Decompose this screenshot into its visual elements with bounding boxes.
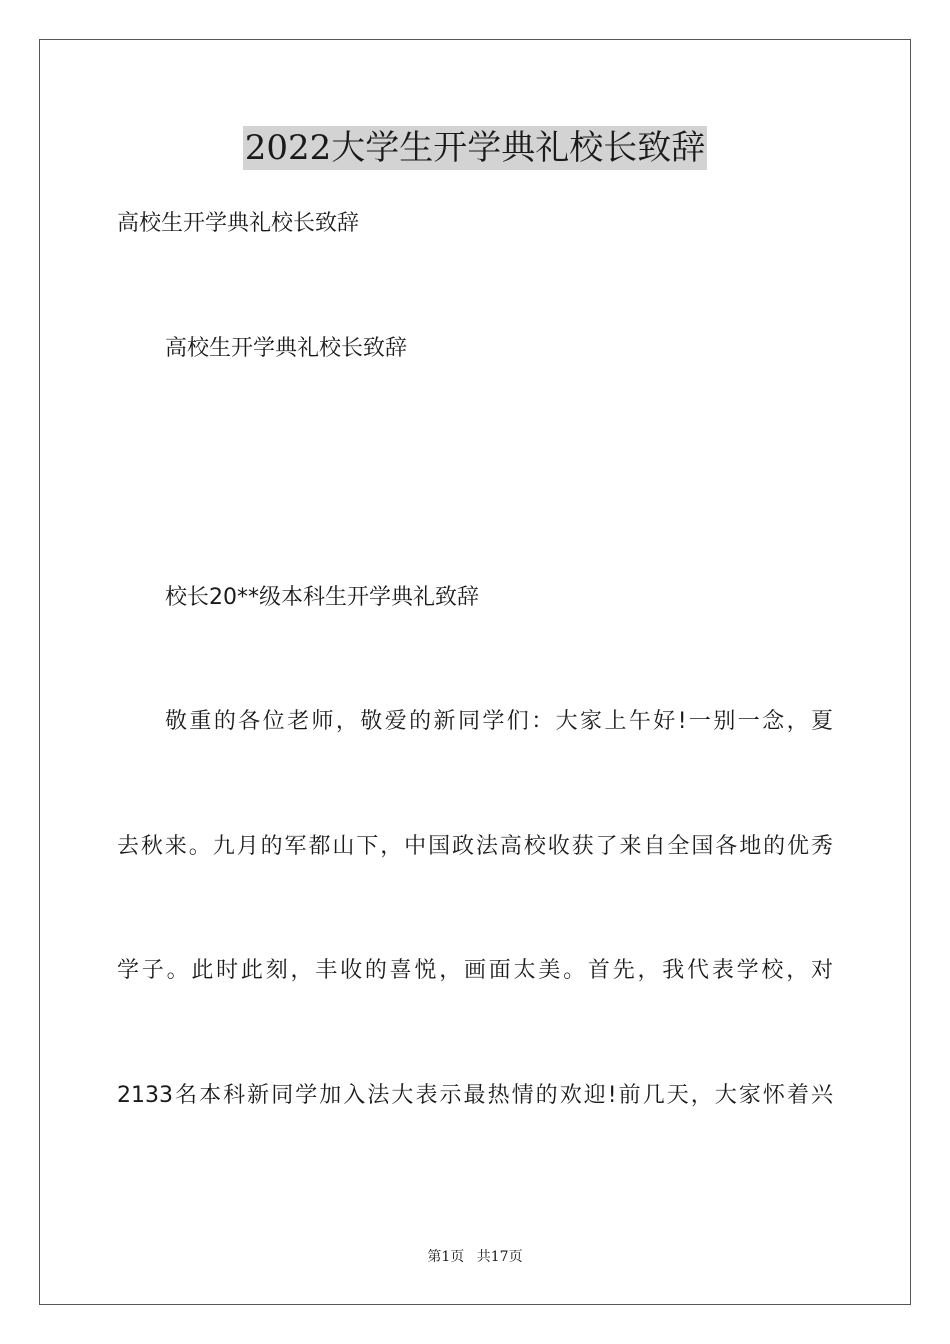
speech-title-line: 校长20**级本科生开学典礼致辞 (165, 585, 479, 610)
document-title: 2022大学生开学典礼校长致辞 (244, 128, 706, 168)
heading-line: 高校生开学典礼校长致辞 (117, 211, 360, 236)
paragraph-line: 2133名本科新同学加入法大表示最热情的欢迎!前几天，大家怀着兴 (117, 1083, 833, 1108)
paragraph-line: 去秋来。九月的军都山下，中国政法高校收获了来自全国各地的优秀 (117, 834, 833, 859)
title-container (0, 126, 950, 170)
page-footer (0, 1248, 950, 1266)
paragraph-line: 学子。此时此刻，丰收的喜悦，画面太美。首先，我代表学校，对 (117, 958, 833, 983)
paragraph-line: 敬重的各位老师，敬爱的新同学们：大家上午好!一别一念，夏 (165, 709, 833, 734)
page-number: 第1页 (427, 1249, 465, 1265)
page-total: 共17页 (476, 1249, 523, 1265)
subheading-line: 高校生开学典礼校长致辞 (165, 336, 408, 361)
